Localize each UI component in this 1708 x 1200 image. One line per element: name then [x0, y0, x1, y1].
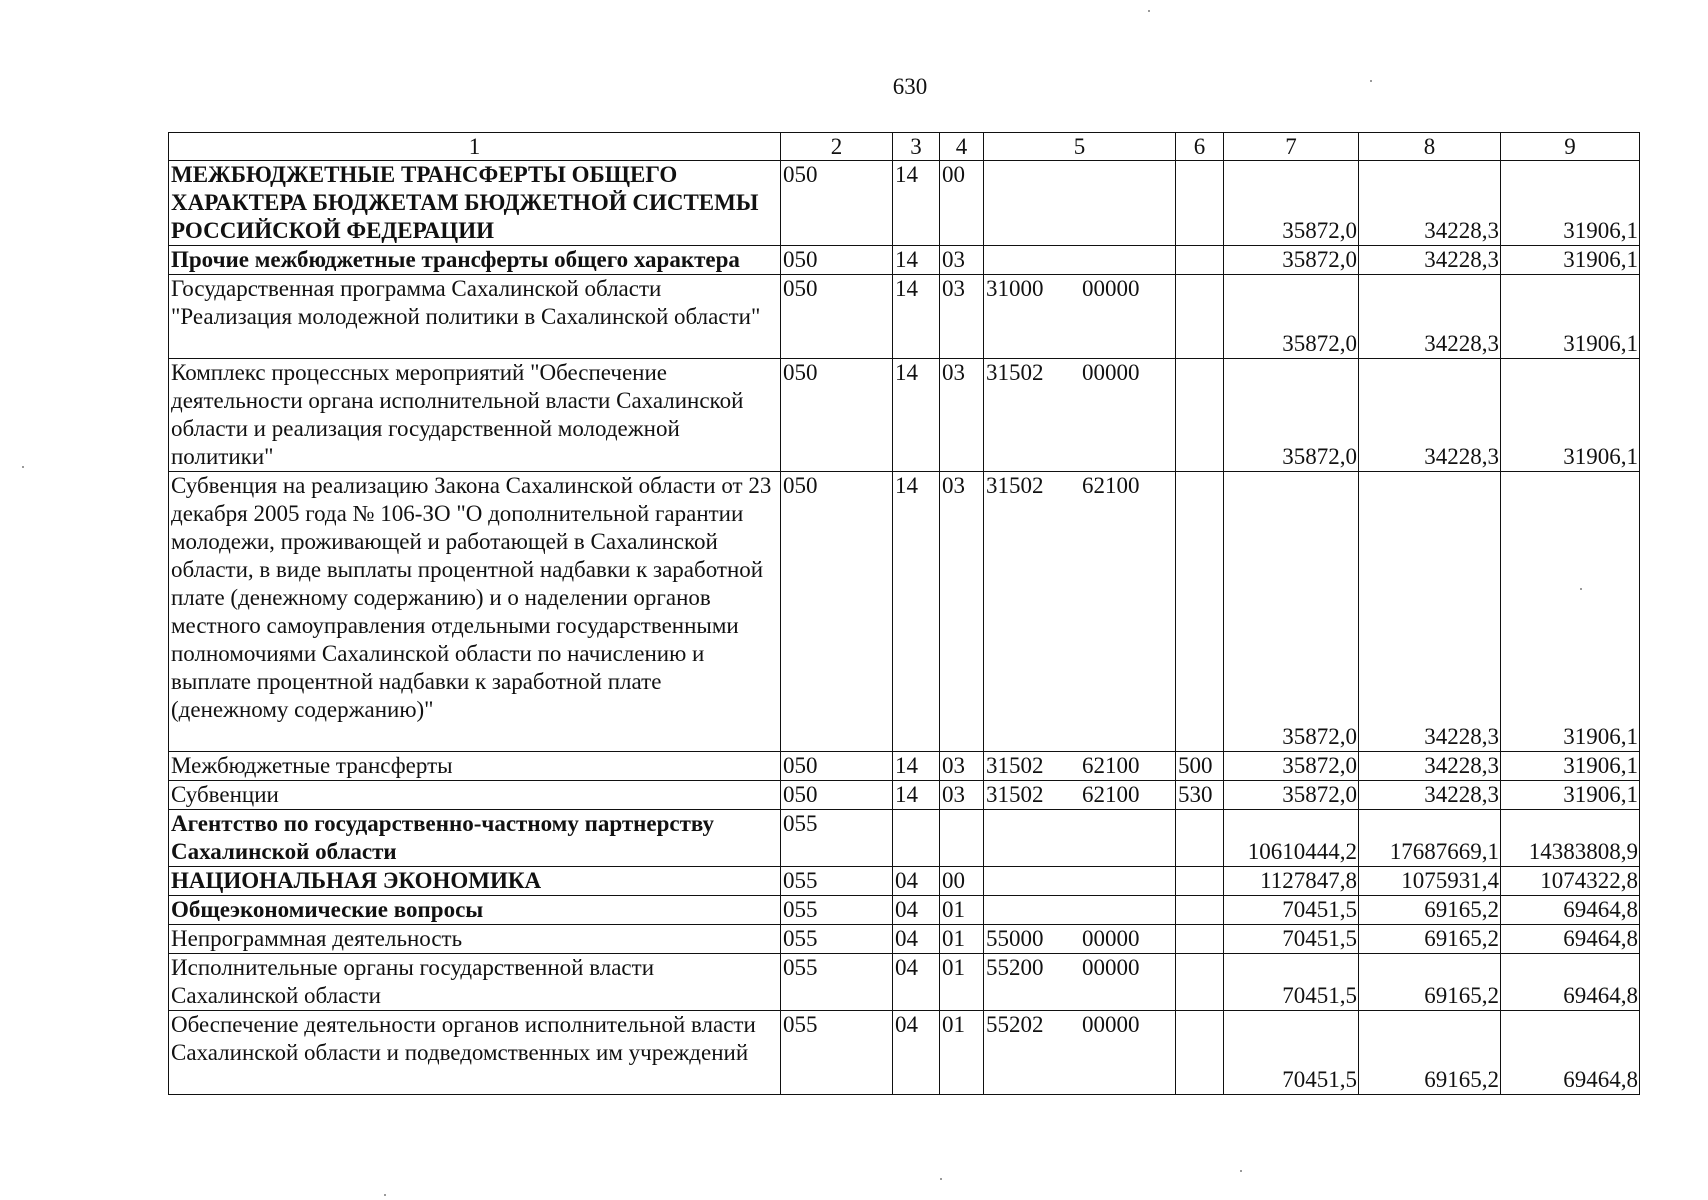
row-code-col4: 01 [940, 896, 984, 925]
row-value-col9: 31906,1 [1501, 246, 1640, 275]
row-code-col2: 050 [781, 781, 893, 810]
table-row [169, 896, 1640, 925]
row-name: Межбюджетные трансферты [169, 752, 781, 781]
row-code-col5 [984, 925, 1176, 954]
row-value-col8: 1075931,4 [1359, 867, 1501, 896]
row-value-col9: 69464,8 [1501, 1011, 1640, 1095]
row-code-col4: 03 [940, 752, 984, 781]
row-direction-code: 62100 [1082, 473, 1140, 498]
table-row [169, 867, 1640, 896]
row-code-col4: 03 [940, 359, 984, 472]
row-value-col8: 34228,3 [1359, 781, 1501, 810]
scan-speck [1580, 588, 1582, 590]
row-value-col9: 14383808,9 [1501, 810, 1640, 867]
row-code-col4: 03 [940, 781, 984, 810]
table-row [169, 925, 1640, 954]
row-direction-code: 00000 [1082, 360, 1140, 385]
row-code-col6: 500 [1176, 752, 1224, 781]
row-program-code: 55000 [986, 926, 1044, 951]
scan-speck [1370, 80, 1372, 82]
row-code-col4: 01 [940, 1011, 984, 1095]
row-value-col9: 69464,8 [1501, 896, 1640, 925]
row-value-col7: 35872,0 [1224, 781, 1359, 810]
scan-speck [940, 1178, 942, 1180]
row-code-col3: 04 [893, 1011, 940, 1095]
row-code-col3: 04 [893, 925, 940, 954]
table-row [169, 954, 1640, 1011]
row-code-col6 [1176, 161, 1224, 246]
row-value-col9: 31906,1 [1501, 161, 1640, 246]
column-number-row [169, 133, 1640, 161]
column-header-9: 9 [1501, 133, 1640, 161]
row-value-col7: 35872,0 [1224, 472, 1359, 752]
row-value-col8: 34228,3 [1359, 752, 1501, 781]
row-code-col5 [984, 161, 1176, 246]
table-row [169, 781, 1640, 810]
scan-speck [22, 466, 24, 468]
row-direction-code: 00000 [1082, 955, 1140, 980]
row-code-col2: 055 [781, 925, 893, 954]
row-code-col6 [1176, 472, 1224, 752]
row-code-col6 [1176, 275, 1224, 359]
row-name: Агентство по государственно-частному партнерству Сахалинской области [169, 810, 781, 867]
row-program-code: 31502 [986, 473, 1044, 498]
row-code-col3: 14 [893, 275, 940, 359]
row-code-col2: 055 [781, 954, 893, 1011]
row-code-col3: 14 [893, 246, 940, 275]
row-code-col5 [984, 954, 1176, 1011]
row-name: Субвенция на реализацию Закона Сахалинской области от 23 декабря 2005 года № 106-ЗО "О дополнительной гарантии молодежи, проживающей и работающей в Сахалинской области, в виде выплаты процентной надбавки к заработной плате (денежному содержанию) и о наделении органов местного самоуправления отдельными государственными полномочиями Сахалинской области по начислению и выплате процентной надбавки к заработной плате (денежному содержанию)" [169, 472, 781, 752]
row-code-col4: 01 [940, 954, 984, 1011]
row-code-col2: 050 [781, 472, 893, 752]
row-code-col2: 050 [781, 752, 893, 781]
page-number: 630 [892, 74, 928, 99]
row-code-col4: 01 [940, 925, 984, 954]
row-value-col7: 35872,0 [1224, 161, 1359, 246]
row-name: Общеэкономические вопросы [169, 896, 781, 925]
row-direction-code: 62100 [1082, 782, 1140, 807]
row-value-col9: 31906,1 [1501, 359, 1640, 472]
row-code-col2: 055 [781, 896, 893, 925]
row-value-col7: 70451,5 [1224, 925, 1359, 954]
row-name: Исполнительные органы государственной власти Сахалинской области [169, 954, 781, 1011]
row-direction-code: 62100 [1082, 753, 1140, 778]
row-value-col7: 35872,0 [1224, 275, 1359, 359]
row-value-col8: 34228,3 [1359, 161, 1501, 246]
row-name: МЕЖБЮДЖЕТНЫЕ ТРАНСФЕРТЫ ОБЩЕГО ХАРАКТЕРА БЮДЖЕТАМ БЮДЖЕТНОЙ СИСТЕМЫ РОССИЙСКОЙ ФЕДЕРАЦИИ [169, 161, 781, 246]
row-value-col9: 31906,1 [1501, 472, 1640, 752]
row-value-col7: 1127847,8 [1224, 867, 1359, 896]
row-code-col5 [984, 781, 1176, 810]
column-header-8: 8 [1359, 133, 1501, 161]
row-code-col6 [1176, 810, 1224, 867]
row-value-col9: 31906,1 [1501, 781, 1640, 810]
column-header-3: 3 [893, 133, 940, 161]
row-code-col6 [1176, 925, 1224, 954]
row-value-col8: 69165,2 [1359, 896, 1501, 925]
row-code-col3: 14 [893, 472, 940, 752]
table-row [169, 359, 1640, 472]
row-name: Обеспечение деятельности органов исполнительной власти Сахалинской области и подведомственных им учреждений [169, 1011, 781, 1095]
table-row [169, 246, 1640, 275]
row-code-col6 [1176, 359, 1224, 472]
row-code-col5 [984, 472, 1176, 752]
row-code-col3: 14 [893, 359, 940, 472]
row-value-col7: 35872,0 [1224, 246, 1359, 275]
row-direction-code: 00000 [1082, 276, 1140, 301]
row-code-col4: 03 [940, 246, 984, 275]
row-value-col9: 69464,8 [1501, 925, 1640, 954]
row-name: Прочие межбюджетные трансферты общего характера [169, 246, 781, 275]
row-name: Государственная программа Сахалинской области "Реализация молодежной политики в Сахалинской области" [169, 275, 781, 359]
row-code-col5 [984, 275, 1176, 359]
row-direction-code: 00000 [1082, 926, 1140, 951]
row-program-code: 31000 [986, 276, 1044, 301]
row-code-col2: 055 [781, 1011, 893, 1095]
table-row [169, 161, 1640, 246]
row-value-col7: 70451,5 [1224, 896, 1359, 925]
row-value-col8: 34228,3 [1359, 275, 1501, 359]
row-code-col5 [984, 896, 1176, 925]
table-row [169, 472, 1640, 752]
row-value-col9: 1074322,8 [1501, 867, 1640, 896]
scan-speck [384, 1194, 386, 1196]
row-program-code: 55202 [986, 1012, 1044, 1037]
row-code-col6 [1176, 1011, 1224, 1095]
row-code-col4: 03 [940, 275, 984, 359]
table-row [169, 810, 1640, 867]
row-value-col7: 35872,0 [1224, 359, 1359, 472]
row-value-col9: 69464,8 [1501, 954, 1640, 1011]
column-header-7: 7 [1224, 133, 1359, 161]
scan-speck [1148, 10, 1150, 12]
row-code-col5 [984, 1011, 1176, 1095]
column-header-5: 5 [984, 133, 1176, 161]
scan-speck [1240, 1170, 1242, 1172]
row-program-code: 55200 [986, 955, 1044, 980]
row-code-col3: 14 [893, 781, 940, 810]
row-program-code: 31502 [986, 753, 1044, 778]
row-value-col7: 35872,0 [1224, 752, 1359, 781]
row-code-col2: 050 [781, 359, 893, 472]
row-value-col8: 34228,3 [1359, 246, 1501, 275]
row-code-col2: 055 [781, 867, 893, 896]
column-header-6: 6 [1176, 133, 1224, 161]
column-header-2: 2 [781, 133, 893, 161]
row-program-code: 31502 [986, 360, 1044, 385]
row-value-col9: 31906,1 [1501, 275, 1640, 359]
row-code-col3: 04 [893, 954, 940, 1011]
row-value-col8: 17687669,1 [1359, 810, 1501, 867]
row-value-col8: 34228,3 [1359, 359, 1501, 472]
row-code-col5 [984, 810, 1176, 867]
budget-table [168, 132, 1640, 1095]
row-name: НАЦИОНАЛЬНАЯ ЭКОНОМИКА [169, 867, 781, 896]
row-code-col6 [1176, 954, 1224, 1011]
row-name: Комплекс процессных мероприятий "Обеспечение деятельности органа исполнительной власти Сахалинской области и реализация государственной молодежной политики" [169, 359, 781, 472]
row-code-col5 [984, 359, 1176, 472]
column-header-1: 1 [169, 133, 781, 161]
row-code-col2: 050 [781, 275, 893, 359]
row-name: Непрограммная деятельность [169, 925, 781, 954]
row-code-col2: 050 [781, 246, 893, 275]
row-code-col4: 03 [940, 472, 984, 752]
row-code-col3: 14 [893, 752, 940, 781]
row-code-col4: 00 [940, 161, 984, 246]
row-value-col8: 34228,3 [1359, 472, 1501, 752]
row-value-col8: 69165,2 [1359, 954, 1501, 1011]
row-code-col3: 04 [893, 867, 940, 896]
row-value-col9: 31906,1 [1501, 752, 1640, 781]
row-value-col7: 70451,5 [1224, 954, 1359, 1011]
row-code-col4: 00 [940, 867, 984, 896]
row-value-col7: 10610444,2 [1224, 810, 1359, 867]
row-code-col2: 055 [781, 810, 893, 867]
table-row [169, 275, 1640, 359]
row-code-col6 [1176, 896, 1224, 925]
row-value-col8: 69165,2 [1359, 925, 1501, 954]
row-name: Субвенции [169, 781, 781, 810]
row-code-col3: 14 [893, 161, 940, 246]
row-code-col6 [1176, 867, 1224, 896]
table-body [169, 161, 1640, 1095]
row-code-col2: 050 [781, 161, 893, 246]
row-program-code: 31502 [986, 782, 1044, 807]
row-code-col4 [940, 810, 984, 867]
row-code-col5 [984, 867, 1176, 896]
row-code-col6 [1176, 246, 1224, 275]
column-header-4: 4 [940, 133, 984, 161]
row-code-col6: 530 [1176, 781, 1224, 810]
table-row [169, 1011, 1640, 1095]
table-header [169, 133, 1640, 161]
row-code-col3 [893, 810, 940, 867]
row-direction-code: 00000 [1082, 1012, 1140, 1037]
row-value-col8: 69165,2 [1359, 1011, 1501, 1095]
row-code-col3: 04 [893, 896, 940, 925]
table-row [169, 752, 1640, 781]
row-code-col5 [984, 246, 1176, 275]
row-value-col7: 70451,5 [1224, 1011, 1359, 1095]
row-code-col5 [984, 752, 1176, 781]
